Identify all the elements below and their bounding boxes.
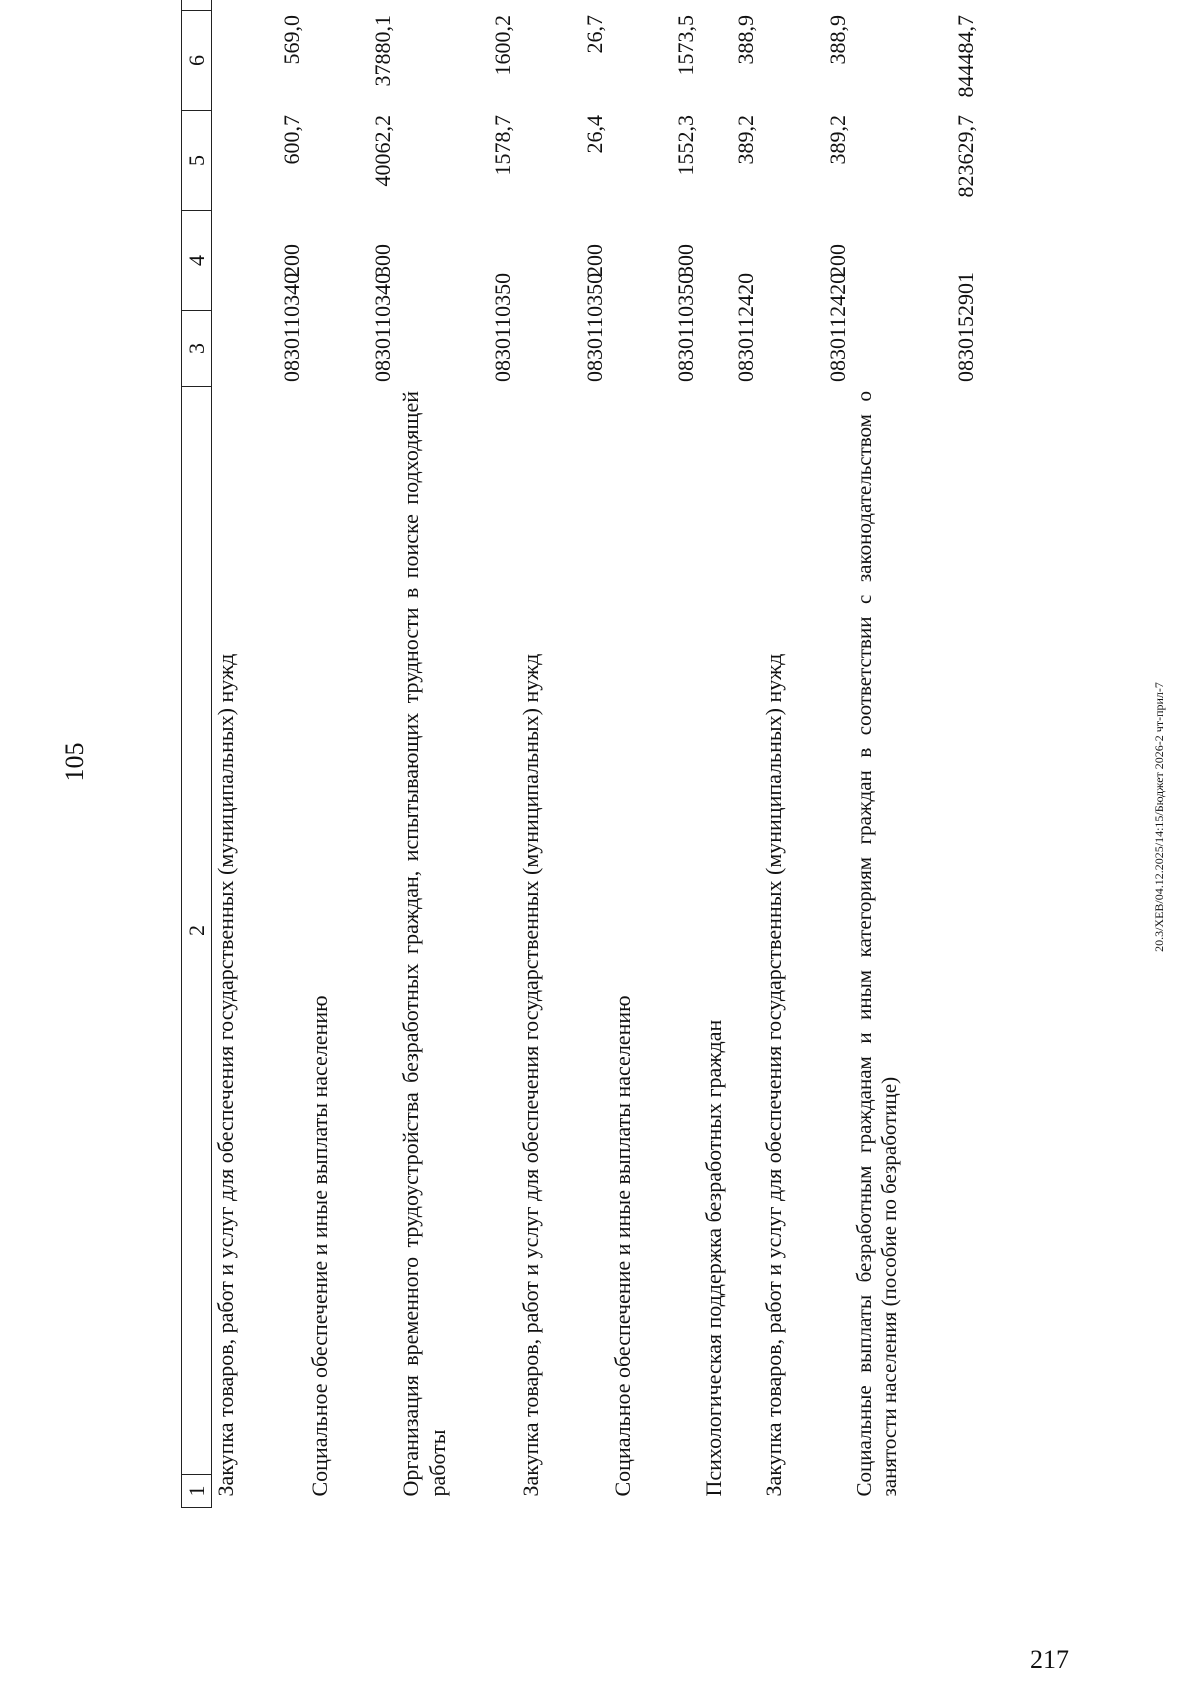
header-col-3: 3 [182, 311, 212, 387]
table-header-row [182, 0, 212, 1508]
header-col-1: 1 [182, 1475, 212, 1508]
row-value-6: 844484,7 [953, 15, 978, 98]
row-code: 0830110340 [279, 272, 304, 382]
document-stamp: 20.3/ХЕВ/04.12.2025/14:15/Бюджет 2026-2 чт-прил-7 [1152, 682, 1166, 952]
row-value-7 [700, 0, 760, 11]
header-col-7 [182, 0, 212, 11]
row-value-7 [760, 0, 852, 11]
row-name: Закупка товаров, работ и услуг для обеспечения государственных (муниципальных) нужд [213, 653, 238, 1497]
row-name: Социальные выплаты безработным гражданам и иным категориям граждан в соответствии с законодательством о занятости населения (пособие по безработице) [851, 391, 902, 1497]
row-name: Социальное обеспечение и иные выплаты населению [306, 995, 332, 1497]
row-value-6: 569,0 [279, 15, 304, 65]
page-number-top: 105 [60, 742, 89, 782]
row-value-6: 26,7 [582, 15, 607, 54]
page-number-bottom: 217 [1030, 1645, 1069, 1674]
row-kvr: 300 [673, 244, 698, 277]
row-name: Закупка товаров, работ и услуг для обеспечения государственных (муниципальных) нужд [760, 653, 786, 1497]
row-code: 0830152901 [953, 272, 978, 382]
row-value-5: 40062,2 [370, 115, 395, 187]
row-value-7 [852, 0, 980, 11]
row-value-5: 389,2 [825, 115, 850, 165]
row-value-5: 1552,3 [673, 115, 698, 176]
row-value-7 [306, 0, 397, 11]
row-code: 0830110350 [490, 272, 515, 382]
row-value-5: 1578,7 [490, 115, 515, 176]
row-value-7 [212, 0, 306, 11]
row-code: 0830112420 [733, 272, 758, 382]
row-value-5: 389,2 [733, 115, 758, 165]
row-kvr: 200 [825, 244, 850, 277]
row-name: Психологическая поддержка безработных граждан [700, 1019, 726, 1497]
header-col-6: 6 [182, 11, 212, 111]
header-col-2: 2 [182, 387, 212, 1475]
row-kvr: 200 [279, 244, 304, 277]
row-value-6: 388,9 [825, 15, 850, 65]
row-code: 0830110350 [673, 272, 698, 382]
row-code: 0830110350 [582, 272, 607, 382]
table-row [306, 0, 397, 1508]
row-name: Социальное обеспечение и иные выплаты населению [609, 995, 635, 1497]
header-col-4: 4 [182, 211, 212, 311]
table-row [760, 0, 852, 1508]
row-name: Организация временного трудоустройства безработных граждан, испытывающих трудности в поиске подходящей работы [397, 391, 450, 1497]
table-row [700, 0, 760, 1508]
budget-table [181, 0, 980, 1508]
row-value-6: 388,9 [733, 15, 758, 65]
table-row [397, 0, 517, 1508]
table-row [517, 0, 609, 1508]
row-kvr: 200 [582, 244, 607, 277]
row-value-5: 823629,7 [953, 115, 978, 198]
table-row [852, 0, 980, 1508]
row-value-6: 1573,5 [673, 15, 698, 76]
row-kvr: 300 [370, 244, 395, 277]
header-col-5: 5 [182, 111, 212, 211]
row-code: 0830110340 [370, 272, 395, 382]
table-row [212, 0, 306, 1508]
row-value-6: 37880,1 [370, 15, 395, 87]
row-name: Закупка товаров, работ и услуг для обеспечения государственных (муниципальных) нужд [517, 653, 543, 1497]
table-row [609, 0, 700, 1508]
row-value-6: 1600,2 [490, 15, 515, 76]
row-code: 0830112420 [825, 272, 850, 382]
row-value-5: 600,7 [279, 115, 304, 165]
row-value-7 [517, 0, 609, 11]
row-value-5: 26,4 [582, 115, 607, 154]
row-value-7 [397, 0, 517, 11]
row-value-7 [609, 0, 700, 11]
